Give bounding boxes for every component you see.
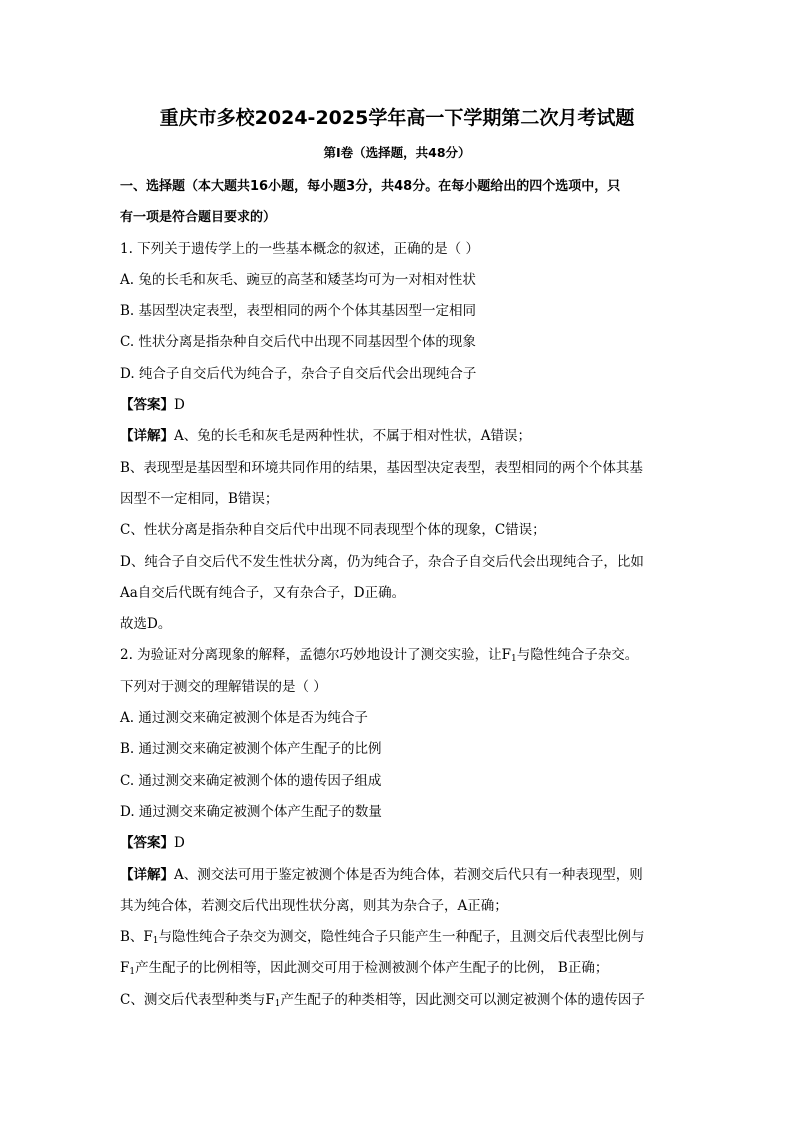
- section-heading-line-1: 一、选择题（本大题共16小题，每小题3分，共48分。在每小题给出的四个选项中，只: [120, 179, 621, 194]
- subscript: 1: [511, 654, 517, 665]
- explain-text: A、测交法可用于鉴定被测个体是否为纯合体，若测交后代只有一种表现型，则: [174, 866, 643, 883]
- question-1-explain-2: B、表现型是基因型和环境共同作用的结果，基因型决定表型，表型相同的两个个体其基: [120, 459, 643, 476]
- question-2-option-a: A. 通过测交来确定被测个体是否为纯合子: [120, 710, 368, 727]
- subscript: 1: [274, 998, 281, 1009]
- question-2-option-c: C. 通过测交来确定被测个体的遗传因子组成: [120, 772, 382, 789]
- question-1-explain-5: D、纯合子自交后代不发生性状分离，仍为纯合子，杂合子自交后代会出现纯合子，比如: [120, 553, 644, 570]
- question-1-stem: 1. 下列关于遗传学上的一些基本概念的叙述，正确的是（ ）: [120, 240, 479, 257]
- question-2-explain-1: [120, 860, 676, 891]
- explain-text: F: [120, 960, 130, 977]
- question-2-explain-5: [120, 985, 676, 1016]
- explain-text: 产生配子的比例相等，因此测交可用于检测被测个体产生配子的比例， B正确；: [135, 960, 609, 977]
- explain-tag: 【详解】: [120, 428, 174, 445]
- answer-value: D: [174, 835, 185, 852]
- question-1-explain-1: [120, 421, 676, 452]
- question-1-option-d: D. 纯合子自交后代为纯合子，杂合子自交后代会出现纯合子: [120, 365, 477, 382]
- section-heading-line-2: 有一项是符合题目要求的）: [120, 210, 277, 226]
- question-2-explain-2: 其为纯合体，若测交后代出现性状分离，则其为杂合子，A正确；: [120, 897, 508, 914]
- question-2-option-d: D. 通过测交来确定被测个体产生配子的数量: [120, 803, 382, 820]
- explain-text: 与隐性纯合子杂交为测交，隐性纯合子只能产生一种配子，且测交后代表型比例与: [158, 929, 645, 946]
- stem-text: 2. 为验证对分离现象的解释，孟德尔巧妙地设计了测交实验，让F: [120, 647, 512, 664]
- question-2-option-b: B. 通过测交来确定被测个体产生配子的比例: [120, 741, 382, 758]
- question-1-option-b: B. 基因型决定表型，表型相同的两个个体其基因型一定相同: [120, 303, 477, 320]
- answer-value: D: [174, 397, 185, 414]
- question-1-explain-6: Aa自交后代既有纯合子，又有杂合子，D正确。: [120, 584, 406, 601]
- question-2-explain-3: [120, 922, 676, 953]
- explain-tag: 【详解】: [120, 866, 174, 883]
- stem-text: 与隐性纯合子杂交。: [516, 647, 639, 664]
- explain-text: 产生配子的种类相等，因此测交可以测定被测个体的遗传因子: [280, 991, 645, 1008]
- question-1-explain-3: 因型不一定相同，B错误；: [120, 490, 279, 507]
- question-2-stem-1: [120, 640, 676, 671]
- question-1-conclusion: 故选D。: [120, 616, 172, 633]
- question-2-explain-4: [120, 953, 676, 984]
- explain-text: B、F: [120, 929, 153, 946]
- explain-text: C、测交后代表型种类与F: [120, 991, 275, 1008]
- document-body: [120, 171, 676, 1016]
- question-1-answer: [120, 390, 676, 421]
- answer-tag: 【答案】: [120, 835, 174, 852]
- question-1-option-c: C. 性状分离是指杂种自交后代中出现不同基因型个体的现象: [120, 334, 476, 351]
- question-1-explain-4: C、性状分离是指杂种自交后代中出现不同表现型个体的现象，C错误；: [120, 522, 546, 539]
- question-2-stem-2: 下列对于测交的理解错误的是（ ）: [120, 678, 327, 695]
- answer-tag: 【答案】: [120, 397, 174, 414]
- section-subtitle: 第Ⅰ卷（选择题，共48分）: [323, 145, 471, 160]
- subscript: 1: [129, 967, 136, 978]
- question-2-answer: [120, 828, 676, 859]
- subscript: 1: [152, 936, 159, 947]
- explain-text: A、兔的长毛和灰毛是两种性状，不属于相对性状，A错误；: [174, 428, 531, 445]
- question-1-option-a: A. 兔的长毛和灰毛、豌豆的高茎和矮茎均可为一对相对性状: [120, 271, 476, 288]
- document-title: 重庆市多校2024-2025学年高一下学期第二次月考试题: [159, 107, 635, 129]
